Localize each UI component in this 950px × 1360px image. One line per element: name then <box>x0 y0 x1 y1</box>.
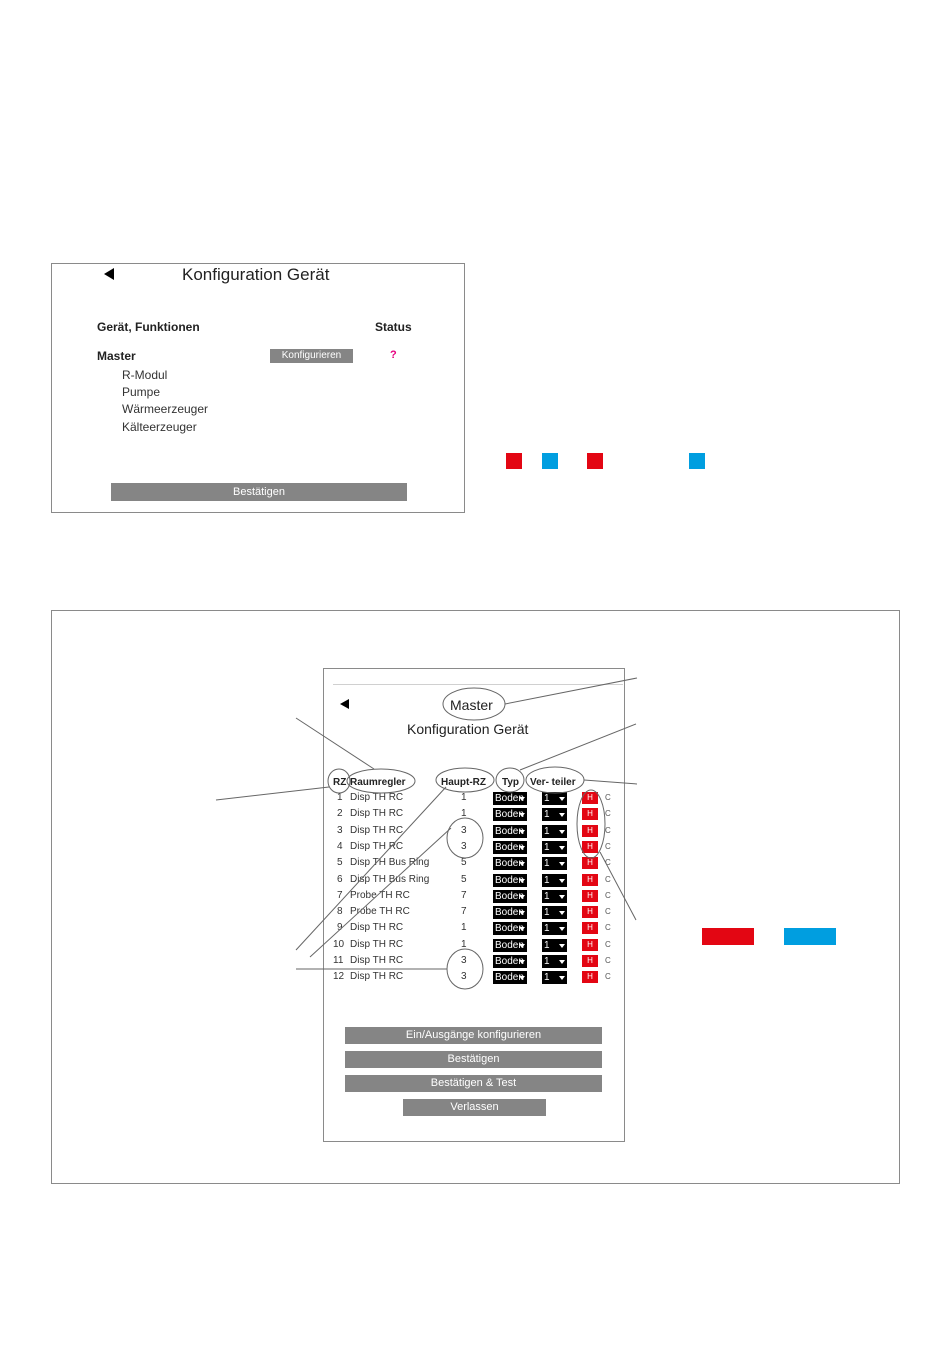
leader-line-master <box>505 678 637 704</box>
leader-line-raumregler <box>296 718 374 769</box>
row-heat-button[interactable]: H <box>582 857 598 869</box>
row-room-controller: Disp TH Bus Ring <box>350 857 430 868</box>
configure-button[interactable]: Konfigurieren <box>270 349 353 363</box>
row-room-controller: Disp TH RC <box>350 971 404 982</box>
row-main-rz: 1 <box>461 922 467 933</box>
callout-ellipse-typ <box>496 768 524 792</box>
leader-line-heat-buttons <box>600 852 636 920</box>
row-distributor-value: 1 <box>544 809 550 820</box>
row-type-value: Boden <box>495 891 524 902</box>
row-type-value: Boden <box>495 793 524 804</box>
row-room-controller: Disp TH RC <box>350 808 404 819</box>
confirm-button[interactable]: Bestätigen <box>345 1051 602 1068</box>
row-cool-button[interactable]: C <box>605 826 611 835</box>
column-header-status: Status <box>375 320 412 334</box>
row-rz-number: 4 <box>337 841 343 852</box>
row-room-controller: Disp TH Bus Ring <box>350 874 430 885</box>
callout-ellipse-verteiler <box>526 767 584 793</box>
row-distributor-value: 1 <box>544 940 550 951</box>
row-cool-button[interactable]: C <box>605 793 611 802</box>
callout-ellipse-haupt-group-2 <box>447 949 483 989</box>
row-heat-button[interactable]: H <box>582 841 598 853</box>
column-header-haupt-rz: Haupt-RZ <box>441 777 486 788</box>
row-heat-button[interactable]: H <box>582 955 598 967</box>
row-type-value: Boden <box>495 826 524 837</box>
row-room-controller: Disp TH RC <box>350 922 404 933</box>
row-main-rz: 5 <box>461 874 467 885</box>
row-cool-button[interactable]: C <box>605 923 611 932</box>
row-rz-number: 7 <box>337 890 343 901</box>
row-main-rz: 3 <box>461 971 467 982</box>
row-distributor-value: 1 <box>544 923 550 934</box>
leader-line-rz <box>216 787 329 800</box>
row-heat-button[interactable]: H <box>582 922 598 934</box>
row-type-value: Boden <box>495 923 524 934</box>
row-main-rz: 1 <box>461 939 467 950</box>
leader-line-typ <box>520 724 636 770</box>
column-header-rz: RZ <box>333 777 347 788</box>
row-type-value: Boden <box>495 858 524 869</box>
row-main-rz: 3 <box>461 825 467 836</box>
row-main-rz: 7 <box>461 906 467 917</box>
row-main-rz: 1 <box>461 792 467 803</box>
row-type-value: Boden <box>495 875 524 886</box>
row-cool-button[interactable]: C <box>605 940 611 949</box>
row-rz-number: 2 <box>337 808 343 819</box>
row-heat-button[interactable]: H <box>582 890 598 902</box>
row-rz-number: 10 <box>333 939 345 950</box>
row-rz-number: 8 <box>337 906 343 917</box>
row-main-rz: 7 <box>461 890 467 901</box>
row-rz-number: 11 <box>333 955 344 966</box>
callout-ellipse-heat-buttons <box>577 790 605 858</box>
row-distributor-value: 1 <box>544 793 550 804</box>
row-distributor-value: 1 <box>544 875 550 886</box>
row-main-rz: 3 <box>461 955 467 966</box>
row-type-value: Boden <box>495 842 524 853</box>
row-cool-button[interactable]: C <box>605 907 611 916</box>
row-main-rz: 3 <box>461 841 467 852</box>
column-header-typ: Typ <box>502 777 520 788</box>
sub-item-r-modul: R-Modul <box>122 368 168 382</box>
row-room-controller: Disp TH RC <box>350 939 404 950</box>
row-heat-button[interactable]: H <box>582 808 598 820</box>
row-distributor-value: 1 <box>544 891 550 902</box>
row-rz-number: 3 <box>337 825 343 836</box>
row-cool-button[interactable]: C <box>605 891 611 900</box>
row-cool-button[interactable]: C <box>605 875 611 884</box>
row-heat-button[interactable]: H <box>582 939 598 951</box>
row-room-controller: Probe TH RC <box>350 890 410 901</box>
column-header-device: Gerät, Funktionen <box>97 320 200 334</box>
page-title: Konfiguration Gerät <box>182 265 330 284</box>
row-heat-button[interactable]: H <box>582 874 598 886</box>
row-room-controller: Disp TH RC <box>350 825 404 836</box>
sub-item-waermeerzeuger: Wärmeerzeuger <box>122 402 209 416</box>
row-cool-button[interactable]: C <box>605 956 611 965</box>
column-header-verteiler: Ver- teiler <box>530 777 576 788</box>
row-distributor-value: 1 <box>544 826 550 837</box>
row-room-controller: Disp TH RC <box>350 792 404 803</box>
row-heat-button[interactable]: H <box>582 906 598 918</box>
row-cool-button[interactable]: C <box>605 972 611 981</box>
row-rz-number: 1 <box>337 792 343 803</box>
row-rz-number: 6 <box>337 874 343 885</box>
sub-item-kaelteerzeuger: Kälteerzeuger <box>122 420 197 434</box>
row-cool-button[interactable]: C <box>605 842 611 851</box>
row-cool-button[interactable]: C <box>605 858 611 867</box>
row-type-value: Boden <box>495 809 524 820</box>
sub-item-pumpe: Pumpe <box>122 385 161 399</box>
row-type-value: Boden <box>495 907 524 918</box>
confirm-test-button[interactable]: Bestätigen & Test <box>345 1075 602 1092</box>
row-rz-number: 5 <box>337 857 343 868</box>
row-distributor-value: 1 <box>544 956 550 967</box>
row-distributor-value: 1 <box>544 972 550 983</box>
leader-line-verteiler <box>584 780 637 784</box>
row-room-controller: Disp TH RC <box>350 841 404 852</box>
row-type-value: Boden <box>495 956 524 967</box>
row-main-rz: 5 <box>461 857 467 868</box>
column-header-raumregler: Raumregler <box>350 777 406 788</box>
row-cool-button[interactable]: C <box>605 809 611 818</box>
row-room-controller: Probe TH RC <box>350 906 410 917</box>
leader-line-group-1 <box>310 828 451 957</box>
row-rz-number: 12 <box>333 971 345 982</box>
row-type-value: Boden <box>495 972 524 983</box>
master-title: Master <box>450 697 493 713</box>
master-label: Master <box>97 349 136 363</box>
leave-button[interactable]: Verlassen <box>403 1099 546 1116</box>
leader-line-haupt-rz <box>296 787 446 950</box>
io-config-button[interactable]: Ein/Ausgänge konfigurieren <box>345 1027 602 1044</box>
callout-ellipse-haupt-group-1 <box>447 818 483 858</box>
callout-ellipse-raumregler <box>347 769 415 793</box>
row-distributor-value: 1 <box>544 858 550 869</box>
callout-ellipse-master <box>443 688 505 720</box>
row-heat-button[interactable]: H <box>582 971 598 983</box>
row-main-rz: 1 <box>461 808 467 819</box>
row-rz-number: 9 <box>337 922 343 933</box>
row-room-controller: Disp TH RC <box>350 955 404 966</box>
row-type-value: Boden <box>495 940 524 951</box>
confirm-button[interactable]: Bestätigen <box>111 483 407 501</box>
status-unknown-badge: ? <box>390 349 397 361</box>
row-heat-button[interactable]: H <box>582 792 598 804</box>
row-distributor-value: 1 <box>544 842 550 853</box>
row-distributor-value: 1 <box>544 907 550 918</box>
page-title: Konfiguration Gerät <box>407 721 529 737</box>
row-heat-button[interactable]: H <box>582 825 598 837</box>
